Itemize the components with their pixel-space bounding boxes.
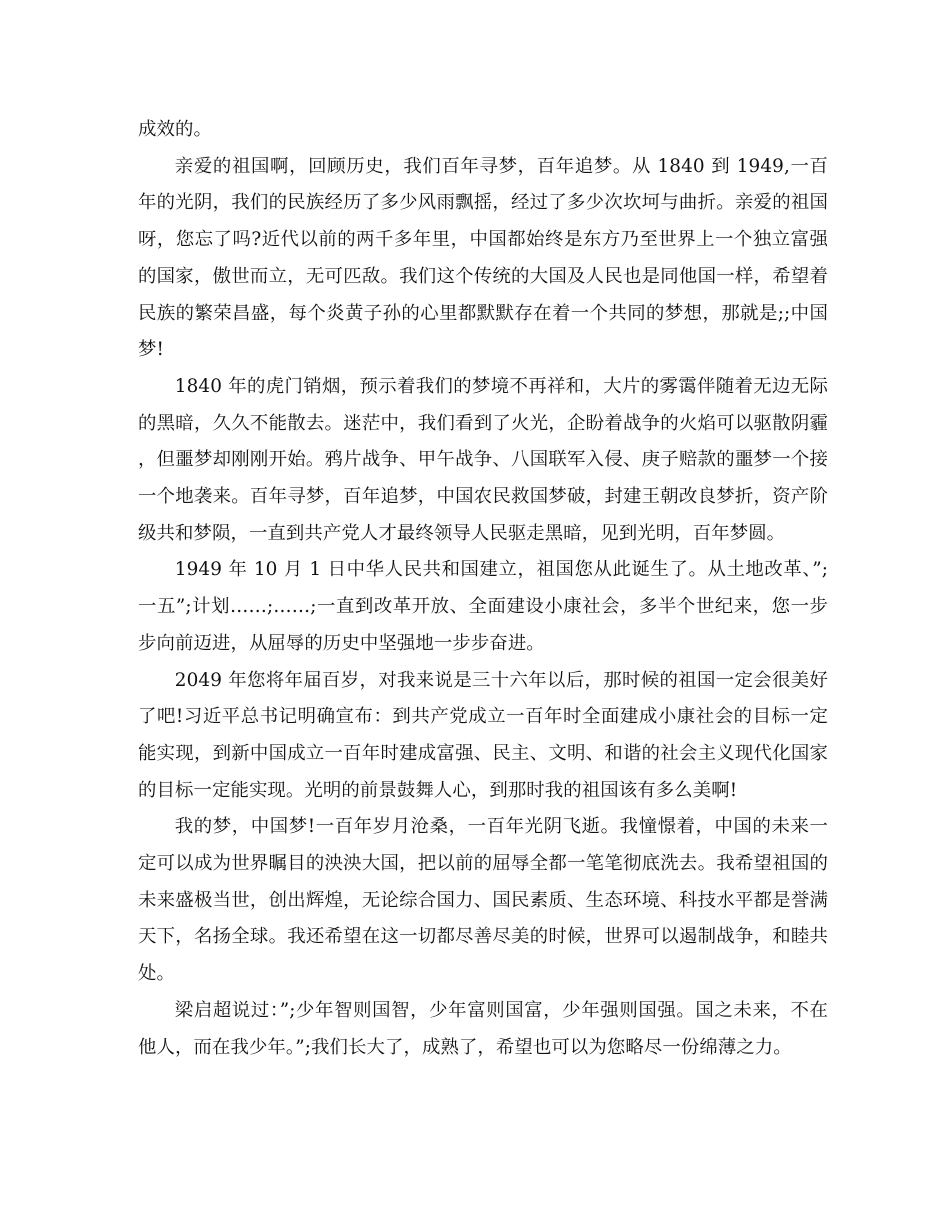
paragraph-liang-qichao-quote: 梁启超说过：”;少年智则国智，少年富则国富，少年强则国强。国之未来，不在他人，而在我少年。”;我们长大了，成熟了，希望也可以为您略尽一份绵薄之力。 <box>138 999 828 1058</box>
paragraph-2049-hundred-years: 2049 年您将年届百岁，对我来说是三十六年以后，那时候的祖国一定会很美好了吧!习近平总书记明确宣布：到共产党成立一百年时全面建成小康社会的目标一定能实现，到新中国成立一百年时建成富强、民主、文明、和谐的社会主义现代化国家的目标一定能实现。光明的前景鼓舞人心，到那时我的祖国该有多么美啊! <box>138 669 828 801</box>
paragraph-founding-1949: 1949 年 10 月 1 日中华人民共和国建立，祖国您从此诞生了。从土地改革、”;一五”;计划……;……;一直到改革开放、全面建设小康社会，多半个世纪来，您一步步向前迈进，从屈辱的历史中坚强地一步步奋进。 <box>138 559 828 654</box>
paragraph-my-dream: 我的梦，中国梦!一百年岁月沧桑，一百年光阴飞逝。我憧憬着，中国的未来一定可以成为世界瞩目的泱泱大国，把以前的屈辱全都一笔笔彻底洗去。我希望祖国的未来盛极当世，创出辉煌，无论综合国力、国民素质、生态环境、科技水平都是誉满天下，名扬全球。我还希望在这一切都尽善尽美的时候，世界可以遏制战争，和睦共处。 <box>138 816 828 985</box>
paragraph-humen-opium: 1840 年的虎门销烟，预示着我们的梦境不再祥和，大片的雾霭伴随着无边无际的黑暗，久久不能散去。迷茫中，我们看到了火光，企盼着战争的火焰可以驱散阴霾，但噩梦却刚刚开始。鸦片战争、甲午战争、八国联军入侵、庚子赔款的噩梦一个接一个地袭来。百年寻梦，百年追梦，中国农民救国梦破，封建王朝改良梦折，资产阶级共和梦陨，一直到共产党人才最终领导人民驱走黑暗，见到光明，百年梦圆。 <box>138 375 828 544</box>
paragraph-continuation: 成效的。 <box>138 119 212 140</box>
paragraph-history-dream: 亲爱的祖国啊，回顾历史，我们百年寻梦，百年追梦。从 1840 到 1949,一百年的光阴，我们的民族经历了多少风雨飘摇，经过了多少次坎坷与曲折。亲爱的祖国呀，您忘了吗?近代以前的两千多年里，中国都始终是东方乃至世界上一个独立富强的国家，傲世而立，无可匹敌。我们这个传统的大国及人民也是同他国一样，希望着民族的繁荣昌盛，每个炎黄子孙的心里都默默存在着一个共同的梦想，那就是;;中国梦! <box>138 155 828 361</box>
document-body <box>138 112 828 1066</box>
